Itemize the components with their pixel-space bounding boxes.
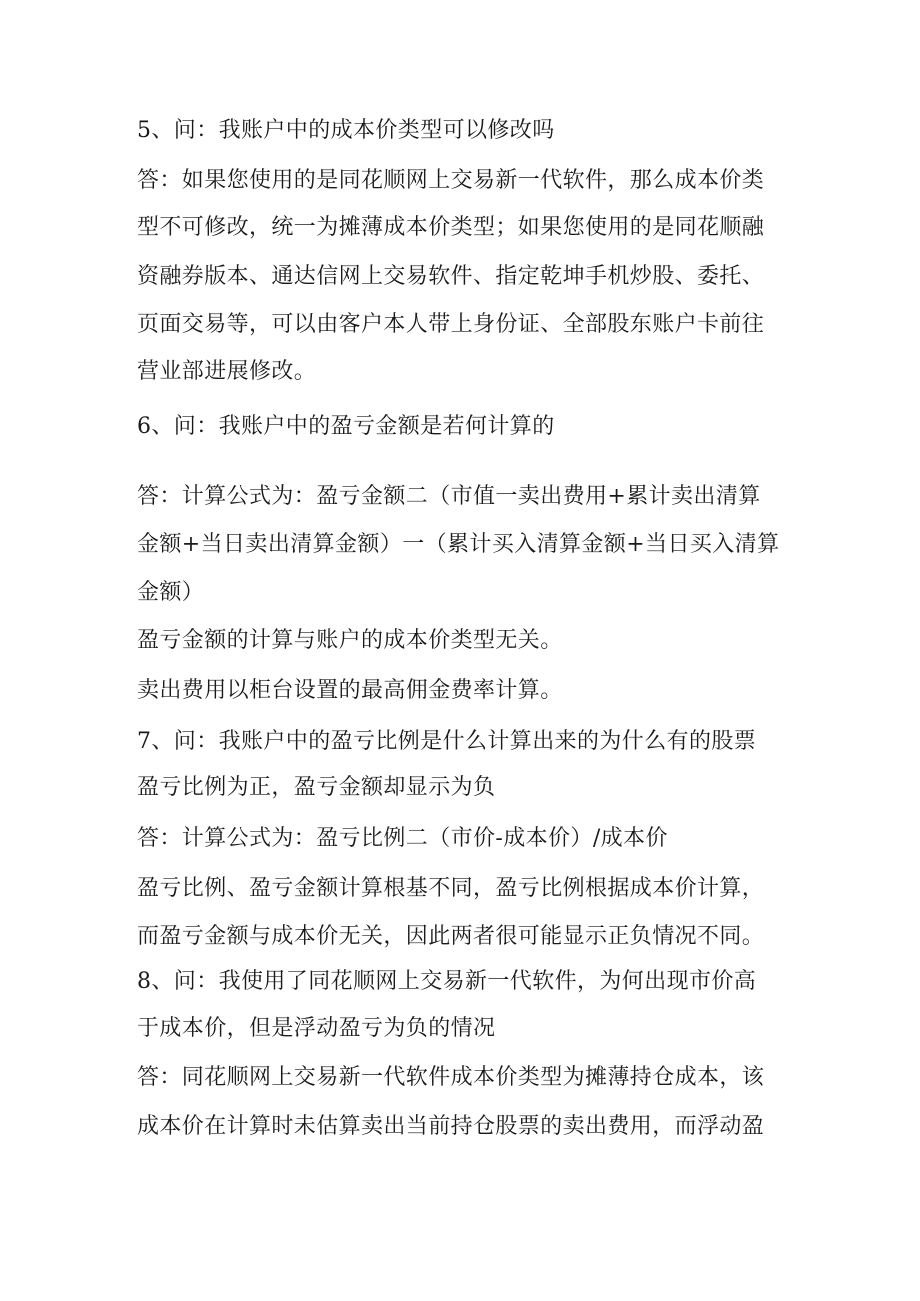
answer-7-line-2: 而盈亏金额与成本价无关，因此两者很可能显示正负情况不同。 bbox=[137, 924, 765, 949]
question-6-title: 6、问：我账户中的盈亏金额是若何计算的 bbox=[137, 414, 555, 439]
answer-8-line-2: 成本价在计算时未估算卖出当前持仓股票的卖出费用，而浮动盈 bbox=[137, 1114, 765, 1139]
question-5-title: 5、问：我账户中的成本价类型可以修改吗 bbox=[137, 118, 555, 143]
answer-6-line-2: 金额+当日卖出清算金额）一（累计买入清算金额+当日买入清算 bbox=[137, 532, 780, 557]
answer-5-line-1: 答：如果您使用的是同花顺网上交易新一代软件，那么成本价类 bbox=[137, 168, 765, 193]
question-8-title-line-1: 8、问：我使用了同花顺网上交易新一代软件，为何出现市价高 bbox=[137, 969, 757, 994]
question-8-title-line-2: 于成本价，但是浮动盈亏为负的情况 bbox=[137, 1016, 496, 1041]
answer-6-line-3: 金额） bbox=[137, 580, 205, 605]
answer-6-note-1: 盈亏金额的计算与账户的成本价类型无关。 bbox=[137, 628, 563, 653]
answer-7-line-1: 盈亏比例、盈亏金额计算根基不同，盈亏比例根据成本价计算， bbox=[137, 876, 765, 901]
answer-7-formula: 答：计算公式为：盈亏比例二（市价-成本价）/成本价 bbox=[137, 826, 668, 851]
answer-5-line-3: 资融券版本、通达信网上交易软件、指定乾坤手机炒股、委托、 bbox=[137, 264, 765, 289]
answer-5-line-4: 页面交易等，可以由客户本人带上身份证、全部股东账户卡前往 bbox=[137, 312, 765, 337]
answer-6-note-2: 卖出费用以柜台设置的最高佣金费率计算。 bbox=[137, 678, 563, 703]
answer-6-line-1: 答：计算公式为：盈亏金额二（市值一卖出费用+累计卖出清算 bbox=[137, 484, 761, 509]
answer-5-line-5: 营业部进展修改。 bbox=[137, 359, 317, 384]
answer-8-line-1: 答：同花顺网上交易新一代软件成本价类型为摊薄持仓成本，该 bbox=[137, 1065, 765, 1090]
question-7-title-line-1: 7、问：我账户中的盈亏比例是什么计算出来的为什么有的股票 bbox=[137, 729, 757, 754]
question-7-title-line-2: 盈亏比例为正，盈亏金额却显示为负 bbox=[137, 775, 496, 800]
answer-5-line-2: 型不可修改，统一为摊薄成本价类型；如果您使用的是同花顺融 bbox=[137, 215, 765, 240]
